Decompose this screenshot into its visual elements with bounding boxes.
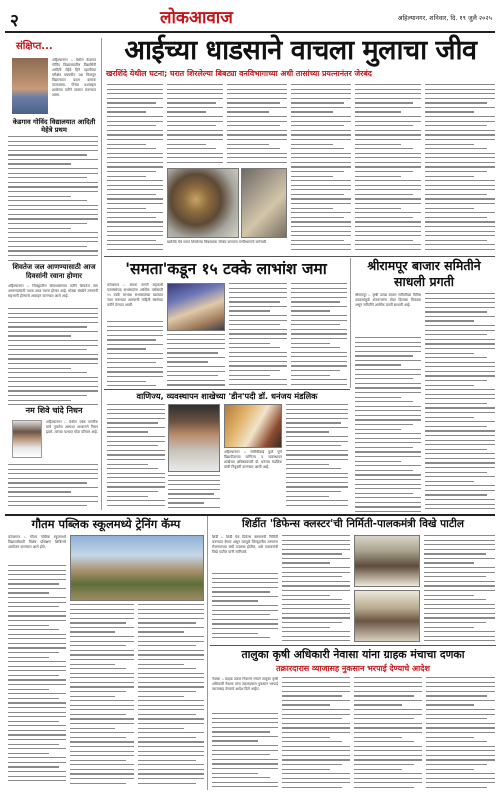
shirdi-headline: शिर्डीत 'डिफेन्स क्लस्टर'ची निर्मिती-पालकमंत्री विखे पाटील	[242, 518, 464, 530]
item1-lead: अहिल्यानगर :- येथील केडगाव गोविंद विद्यालयातील विद्यार्थिनी आदिती मेहेत्रे हिने दहावीच्या परीक्षेत घवघवीत यश मिळवून विद्यालयात प्रथम क्रमांक पटकावला. तिच्या यशाबद्दल शाळेच्या वतीने सत्कार करण्यात आला.	[52, 58, 96, 97]
samata-col-2	[167, 334, 225, 389]
header-rule	[5, 31, 495, 33]
taluka-col-4	[426, 677, 495, 790]
lead-headline: आईच्या धाडसाने वाचला मुलाचा जीव	[124, 35, 477, 66]
mandlik-headline: वाणिज्य, व्यवस्थापन शाखेच्या 'डीन'पदी डॉ. धनंजय मंडलिक	[136, 391, 318, 401]
samata-cheque-photo	[167, 283, 225, 331]
taluka-top-rule	[210, 645, 496, 646]
taluka-col-2	[282, 677, 350, 790]
mandlik-col-4	[286, 404, 348, 510]
shirdi-meeting-photo-1	[354, 535, 420, 587]
lead-bottom-rule	[104, 256, 495, 257]
shirdi-col-1	[212, 573, 278, 643]
column-rule-left	[101, 38, 102, 510]
item2-lead: अहिल्यानगर :- जिल्ह्यातील शिवभक्तांच्या वतीने शिवतेज जल आणण्यासाठी पथक आज रवाना होणार आहे. मोठ्या संख्येने तरुणांनी सहभागी होण्याचे आवाहन करण्यात आले आहे.	[8, 284, 98, 298]
mandlik-photo	[168, 404, 220, 472]
shrirampur-lead: श्रीरामपूर :- कृषी उत्पन्न बाजार समितीच्या विविध उपक्रमांमुळे शेतकऱ्यांना मोठा दिलासा मिळाला असून समितीने आर्थिक प्रगती साधली आहे.	[355, 293, 421, 307]
gautam-col-3	[138, 604, 204, 790]
shrirampur-col-2	[425, 293, 495, 515]
shrirampur-headline: श्रीरामपूर बाजार समितीने साधली प्रगती	[367, 258, 481, 289]
mandlik-lead: अहिल्यानगर :- सावित्रीबाई फुले पुणे विद्यापीठाच्या वाणिज्य व व्यवस्थापन शाखेच्या अधिष्ठातापदी डॉ. धनंजय मंडलिक यांची नियुक्ती करण्यात आली आहे.	[224, 450, 282, 469]
mandlik-col-2	[168, 475, 220, 511]
lead-col-2	[167, 84, 223, 166]
shrirampur-col-1	[355, 337, 421, 517]
obituary-photo	[12, 420, 42, 458]
lead-photo-caption: खरशिंदे येथे घरात शिरलेल्या बिबट्याला जेरबंद करताना वनविभागाचे कर्मचारी.	[167, 240, 268, 244]
student-photo	[12, 58, 48, 114]
masthead-logo: लोकआवाज	[160, 8, 233, 28]
item2-headline: शिवतेज जल आणण्यासाठी आज दिवसांनी रवाना होणार	[12, 263, 96, 280]
shirdi-lead: शिर्डी :- शिर्डी येथे डिफेन्स क्लस्टरची निर्मिती करण्यात येणार असून त्यामुळे जिल्ह्यातील तरुणांना रोजगाराच्या संधी उपलब्ध होतील, असे पालकमंत्री विखे पाटील यांनी सांगितले.	[212, 535, 278, 554]
lead-col-1	[107, 84, 163, 254]
item1-body	[8, 136, 98, 266]
dateline: अहिल्यानगर, शनिवार, दि. १९ जुलै २०२५	[397, 15, 492, 22]
leopard-rescue-photo	[167, 168, 239, 238]
gautam-lead: कोपरगाव :- गौतम पब्लिक स्कूलमध्ये विद्यार्थ्यांसाठी विशेष प्रशिक्षण शिबिराचे आयोजन करण्यात आले होते.	[8, 535, 66, 549]
samata-col-1	[107, 321, 163, 389]
item1-headline: केडगाव गोविंद विद्यालयात आदिती मेहेत्रे प्रथम	[12, 118, 96, 134]
samata-headline: 'समता'कडून १५ टक्के लाभांश जमा	[125, 259, 327, 278]
column-rule-mid	[350, 258, 351, 388]
item3-body	[8, 464, 98, 510]
samata-lead: कोपरगाव :- समता नागरी सहकारी पतसंस्थेच्या सभासदांना आर्थिक वर्षासाठी १५ टक्के लाभांश सभासदांच्या खात्यात जमा करण्यात आल्याची माहिती संस्थेच्या वतीने देण्यात आली.	[107, 283, 163, 307]
samata-col-3	[229, 283, 287, 389]
mandlik-top-rule	[104, 389, 350, 390]
item3-headline: नम शिवे चांदे निधन	[25, 406, 83, 415]
mandlik-felicitation-photo	[224, 404, 282, 448]
samata-col-4	[291, 283, 347, 389]
lead-col-4	[291, 84, 351, 254]
shirdi-meeting-photo-2	[354, 590, 420, 642]
shirdi-col-3	[424, 535, 495, 643]
gautam-headline: गौतम पब्लिक स्कूलमध्ये ट्रेनिंग कॅम्प	[31, 517, 181, 531]
leopard-cage-photo	[241, 168, 287, 238]
item2-body	[8, 308, 98, 408]
column-rule-lower	[207, 516, 208, 790]
shirdi-col-2	[282, 535, 350, 643]
taluka-col-3	[354, 677, 422, 790]
lead-col-5	[355, 84, 421, 254]
item3-lead: अहिल्यानगर :- येथील ज्येष्ठ नागरिक यांचे नुकतेच अल्पशा आजाराने निधन झाले. त्यांच्या पश्चात मोठा परिवार आहे.	[46, 420, 98, 434]
taluka-headline: तालुका कृषी अधिकारी नेवासा यांना ग्राहक मंचाचा दणका	[241, 648, 465, 661]
lead-col-6	[425, 84, 495, 254]
gautam-col-2	[70, 604, 134, 790]
mandlik-col-1	[107, 404, 165, 510]
lead-subheadline: खरशिंदे येथील घटना; घरात शिरलेल्या बिबट्या वनविभागाच्या अधी तासांच्या प्रयत्नानंतर जेरबंद	[106, 69, 372, 78]
section-label: संक्षिप्त...	[16, 41, 53, 52]
taluka-subheadline: तक्रारदारास व्याजासह नुकसान भरपाई देण्याचे आदेश	[276, 664, 430, 673]
page-header	[0, 0, 500, 30]
lead-col-3	[227, 84, 287, 166]
page-number: २	[10, 11, 19, 31]
taluka-col-1	[212, 713, 278, 790]
gautam-col-1	[8, 565, 66, 790]
taluka-lead: नेवासा :- ग्राहक तक्रार निवारण मंचाने तालुका कृषी अधिकारी नेवासा यांना तक्रारदारास नुकसान भरपाई व्याजासह देण्याचे आदेश दिले आहेत.	[212, 677, 278, 691]
gautam-training-photo	[70, 535, 204, 601]
